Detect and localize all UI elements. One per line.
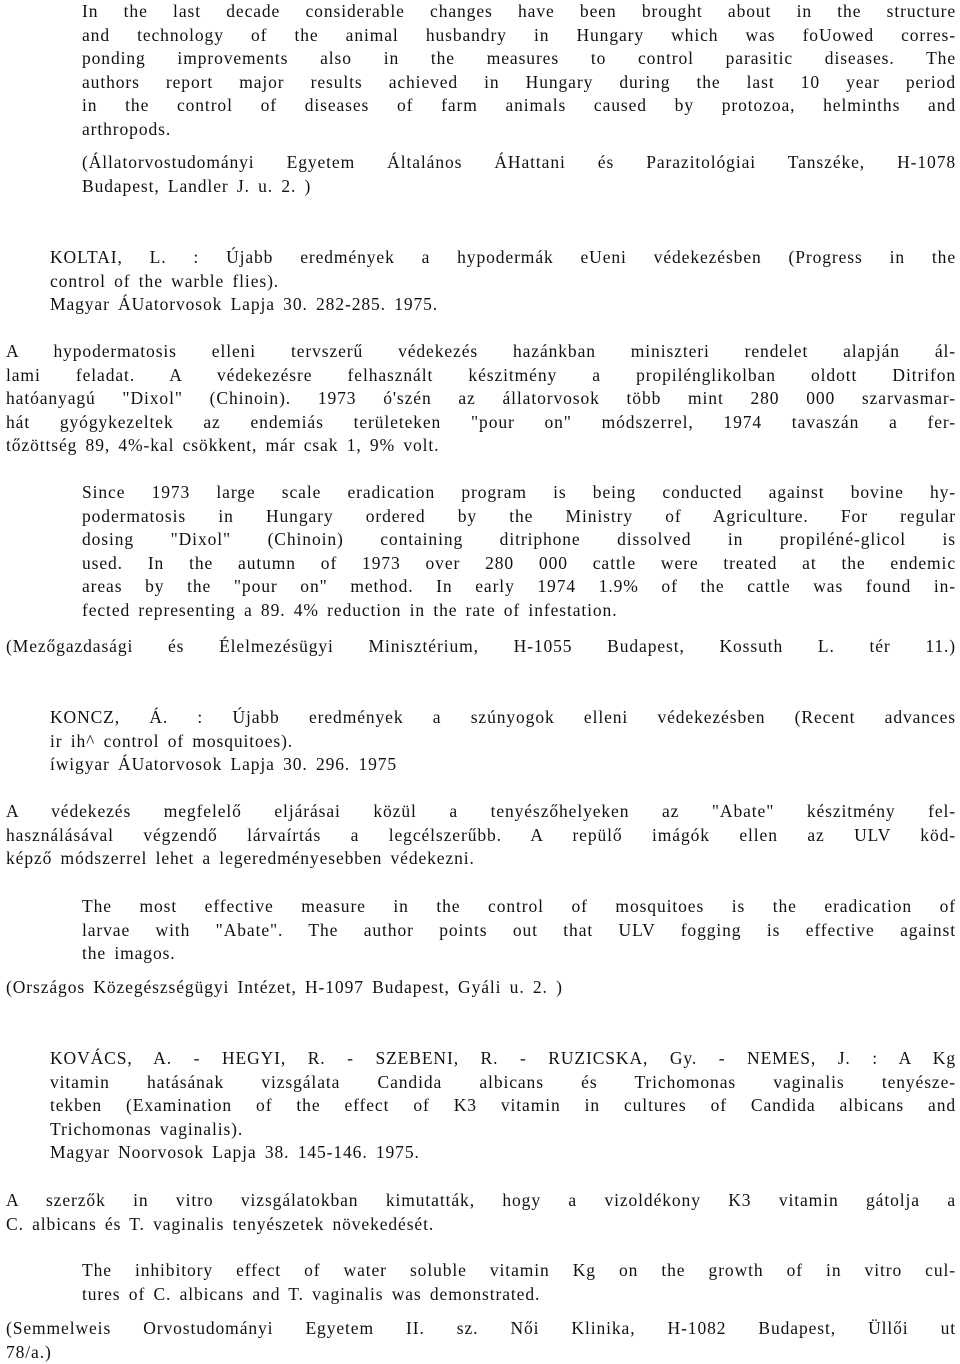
text-line: Budapest, Landler J. u. 2. ) <box>82 175 312 196</box>
text-line: használásával végzendő lárvaírtás a legcélszerűbb. A repülő imágók ellen az ULV köd- <box>6 824 956 845</box>
koltai-affiliation <box>6 635 956 659</box>
text-line: képző módszerrel lehet a legeredményesebben védekezni. <box>6 848 475 868</box>
koncz-affiliation <box>6 976 746 1000</box>
text-line: KONCZ, Á. : Újabb eredmények a szúnyogok elleni védekezésben (Recent advances <box>50 707 956 727</box>
text-line: The most effective measure in the control of mosquitoes is the eradication of <box>82 896 956 916</box>
kovacs-affiliation <box>6 1317 956 1364</box>
text-line: ponding improvements also in the measures to control parasitic diseases. The <box>82 48 956 68</box>
text-line: Magyar Noorvosok Lapja 38. 145-146. 1975. <box>50 1142 420 1162</box>
intro-affiliation <box>82 151 956 198</box>
text-line: hát gyógykezeltek az endemiás területeken "pour on" módszerrel, 1974 tavaszán a fer- <box>6 411 956 432</box>
text-line: Since 1973 large scale eradication program is being conducted against bovine hy- <box>82 482 956 502</box>
text-line: (Országos Közegészségügyi Intézet, H-1097 Budapest, Gyáli u. 2. ) <box>6 977 563 997</box>
text-line: podermatosis in Hungary ordered by the Ministry of Agriculture. For regular <box>82 505 956 526</box>
text-line: tőzöttség 89, 4%-kal csökkent, már csak 1, 9% volt. <box>6 435 440 455</box>
text-line: Magyar ÁUatorvosok Lapja 30. 282-285. 1975. <box>50 294 439 314</box>
kovacs-reference <box>50 1047 956 1165</box>
text-line: íwigyar ÁUatorvosok Lapja 30. 296. 1975 <box>50 754 398 774</box>
text-line: and technology of the animal husbandry in Hungary which was foUowed corres- <box>82 24 956 45</box>
kovacs-english-summary <box>82 1259 956 1306</box>
text-line: The inhibitory effect of water soluble vitamin Kg on the growth of in vitro cul- <box>82 1260 956 1280</box>
text-line: KOLTAI, L. : Újabb eredmények a hypodermák eUeni védekezésben (Progress in the <box>50 247 956 267</box>
text-line: tekben (Examination of the effect of K3 vitamin in cultures of Candida albicans and <box>50 1095 956 1115</box>
text-line: 78/a.) <box>6 1341 52 1362</box>
text-line: fected representing a 89. 4% reduction in the rate of infestation. <box>82 599 618 620</box>
text-line: arthropods. <box>82 118 172 139</box>
text-line: A védekezés megfelelő eljárásai közül a tenyészőhelyeken az "Abate" készitmény fel- <box>6 801 956 821</box>
text-line: (Állatorvostudományi Egyetem Általános ÁHattani és Parazitológiai Tanszéke, H-1078 <box>82 152 956 172</box>
text-line: control of the warble flies). <box>50 270 280 291</box>
intro-summary <box>82 0 956 141</box>
text-line: (Semmelweis Orvostudományi Egyetem II. sz. Női Klinika, H-1082 Budapest, Üllői ut <box>6 1318 956 1338</box>
text-line: dosing "Dixol" (Chinoin) containing ditriphone dissolved in propiléné-glicol is <box>82 529 956 549</box>
text-line: areas by the "pour on" method. In early 1974 1.9% of the cattle was found in- <box>82 576 956 596</box>
koncz-hungarian-summary <box>6 800 956 871</box>
text-line: tures of C. albicans and T. vaginalis was demonstrated. <box>82 1283 541 1304</box>
text-line: authors report major results achieved in Hungary during the last 10 year period <box>82 71 956 92</box>
text-line: the imagos. <box>82 943 176 963</box>
text-line: ir ih^ control of mosquitoes). <box>50 730 294 751</box>
text-line: vitamin hatásának vizsgálata Candida albicans és Trichomonas vaginalis tenyésze- <box>50 1071 956 1092</box>
koltai-reference <box>50 246 956 317</box>
text-line: In the last decade considerable changes have been brought about in the structure <box>82 1 956 21</box>
koltai-hungarian-summary <box>6 340 956 458</box>
koncz-english-summary <box>82 895 956 966</box>
text-line: (Mezőgazdasági és Élelmezésügyi Minisztérium, H-1055 Budapest, Kossuth L. tér 11.) <box>6 636 956 656</box>
text-line: larvae with "Abate". The author points out that ULV fogging is effective against <box>82 919 956 940</box>
text-line: A szerzők in vitro vizsgálatokban kimutatták, hogy a vizoldékony K3 vitamin gátolja a <box>6 1190 956 1210</box>
text-line: in the control of diseases of farm animals caused by protozoa, helminths and <box>82 95 956 115</box>
text-line: C. albicans és T. vaginalis tenyészetek növekedését. <box>6 1213 435 1234</box>
text-line: KOVÁCS, A. - HEGYI, R. - SZEBENI, R. - RUZICSKA, Gy. - NEMES, J. : A Kg <box>50 1048 956 1068</box>
text-line: Trichomonas vaginalis). <box>50 1118 244 1139</box>
koncz-reference <box>50 706 956 777</box>
text-line: used. In the autumn of 1973 over 280 000 cattle were treated at the endemic <box>82 552 956 573</box>
text-line: hatóanyagú "Dixol" (Chinoin). 1973 ó'szén az állatorvosok több mint 280 000 szarvasmar- <box>6 388 956 408</box>
koltai-english-summary <box>82 481 956 622</box>
text-line: A hypodermatosis elleni tervszerű védekezés hazánkban miniszteri rendelet alapján ál- <box>6 341 956 361</box>
kovacs-hungarian-summary <box>6 1189 956 1236</box>
text-line: lami feladat. A védekezésre felhasznált készitmény a propilénglikolban oldott Ditrifon <box>6 364 956 385</box>
